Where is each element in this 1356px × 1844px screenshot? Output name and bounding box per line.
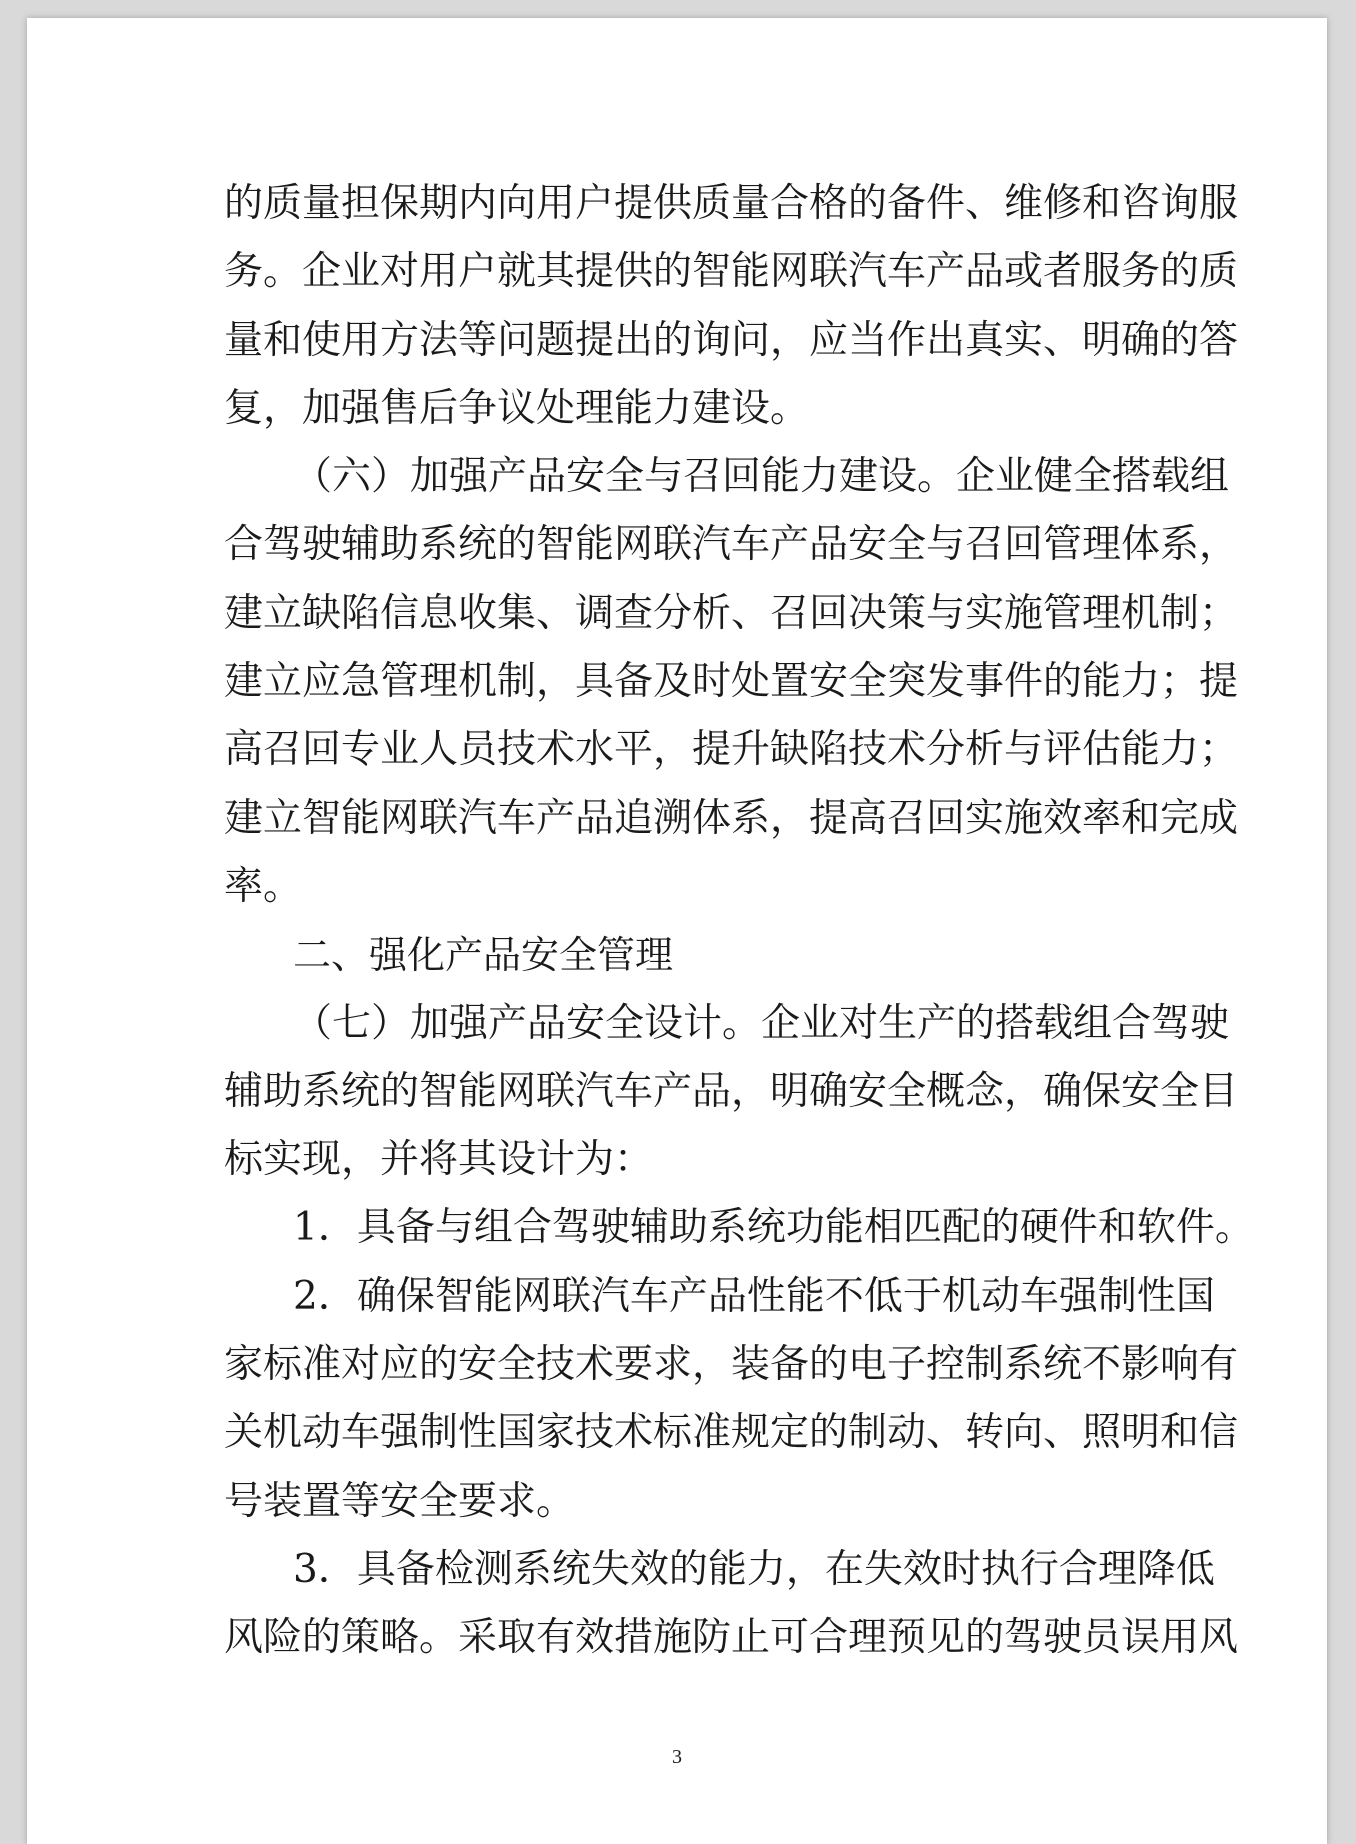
page-number: 3 — [672, 1746, 682, 1768]
paragraph-line: 高召回专业人员技术水平，提升缺陷技术分析与评估能力； — [224, 727, 1239, 773]
paragraph-line: 建立缺陷信息收集、调查分析、召回决策与实施管理机制； — [224, 590, 1239, 636]
paragraph-line: 风险的策略。采取有效措施防止可合理预见的驾驶员误用风 — [224, 1615, 1239, 1661]
paragraph-line: 标实现，并将其设计为： — [224, 1137, 654, 1183]
paragraph-line: 建立智能网联汽车产品追溯体系，提高召回实施效率和完成 — [224, 795, 1239, 841]
paragraph-line: 复，加强售后争议处理能力建设。 — [224, 385, 810, 431]
list-item-line: 2．确保智能网联汽车产品性能不低于机动车强制性国 — [293, 1273, 1215, 1319]
paragraph-line: 号装置等安全要求。 — [224, 1478, 576, 1524]
paragraph-line: 率。 — [224, 863, 303, 909]
paragraph-line: 辅助系统的智能网联汽车产品，明确安全概念，确保安全目 — [224, 1068, 1239, 1114]
paragraph-line: 建立应急管理机制，具备及时处置安全突发事件的能力；提 — [224, 659, 1239, 705]
list-item-line: 3．具备检测系统失效的能力，在失效时执行合理降低 — [293, 1546, 1215, 1592]
section-heading: 二、强化产品安全管理 — [293, 933, 674, 978]
paragraph-line: 务。企业对用户就其提供的智能网联汽车产品或者服务的质 — [224, 249, 1239, 295]
paragraph-line: 的质量担保期内向用户提供质量合格的备件、维修和咨询服 — [224, 181, 1239, 226]
list-item-line: 1．具备与组合驾驶辅助系统功能相匹配的硬件和软件。 — [293, 1205, 1254, 1251]
paragraph-line: 家标准对应的安全技术要求，装备的电子控制系统不影响有 — [224, 1342, 1239, 1388]
document-page — [27, 18, 1327, 1844]
paragraph-line: 关机动车强制性国家技术标准规定的制动、转向、照明和信 — [224, 1410, 1239, 1456]
paragraph-line: （六）加强产品安全与召回能力建设。企业健全搭载组 — [293, 454, 1230, 500]
paragraph-line: 合驾驶辅助系统的智能网联汽车产品安全与召回管理体系， — [224, 522, 1239, 568]
paragraph-line: 量和使用方法等问题提出的询问，应当作出真实、明确的答 — [224, 317, 1239, 363]
paragraph-line: （七）加强产品安全设计。企业对生产的搭载组合驾驶 — [293, 1000, 1230, 1046]
document-body — [224, 170, 1254, 1673]
